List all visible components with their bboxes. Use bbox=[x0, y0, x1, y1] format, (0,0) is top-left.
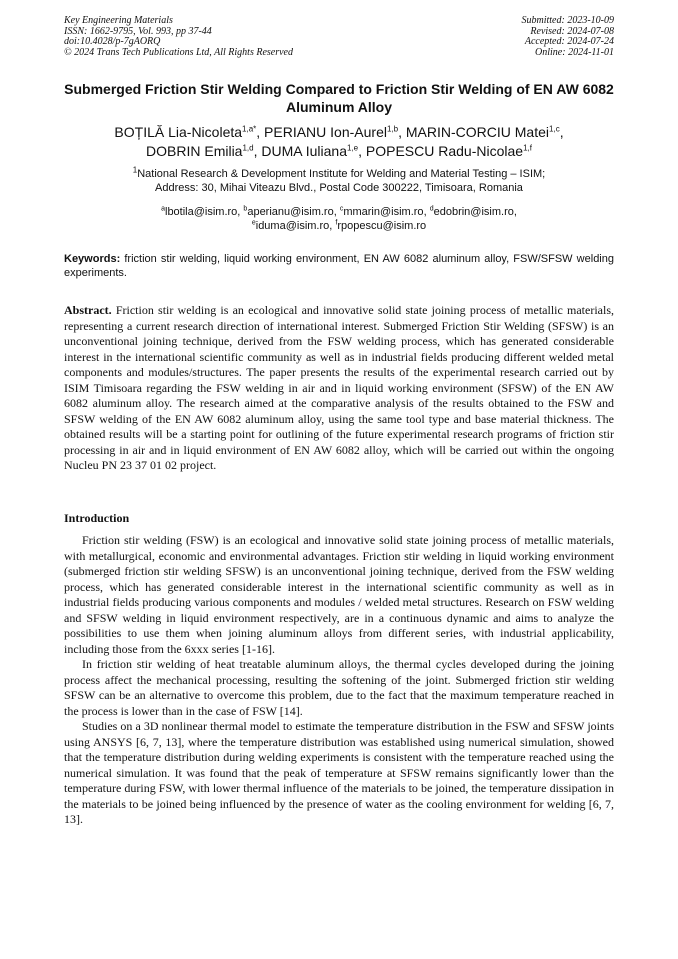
abstract-label: Abstract. bbox=[64, 303, 112, 317]
author: DOBRIN Emilia$^{1,d}$, bbox=[146, 143, 262, 159]
journal-info bbox=[64, 16, 293, 58]
author: PERIANU Ion-Aurel$^{1,b}$, bbox=[264, 124, 406, 140]
author-name: DUMA Iuliana bbox=[261, 143, 347, 159]
author-affiliation-mark: 1,b bbox=[386, 124, 399, 134]
section-heading: Introduction bbox=[64, 511, 130, 525]
submitted-date: Submitted: 2023-10-09 bbox=[521, 15, 614, 26]
author-affiliation-mark: 1,e bbox=[346, 143, 359, 153]
author: DUMA Iuliana$^{1,e}$, bbox=[261, 143, 366, 159]
copyright-notice: © 2024 Trans Tech Publications Ltd, All Rights Reserved bbox=[64, 46, 293, 58]
author-affiliation-mark: 1,f bbox=[523, 143, 532, 153]
author-list bbox=[64, 123, 614, 161]
abstract-text: Friction stir welding is an ecological and innovative solid state joining process of metallic materials, representing a current research direction of international interest. Submerged Friction Stir Welding (SFSW) is an unconventional joining technique, derived from the FSW welding process, which has generated considerable interest in the international scientific community as well as in industrial fields producing different welded metal components and modules/structures. The paper presents the results of the experimental research carried out by ISIM Timisoara regarding the FSW welding in air and in liquid working environment (SFSW) of the EN AW 6082 aluminum alloy. The research aimed at the comparative analysis of the results obtained to the FSW and SFSW welding of the EN AW 6082 aluminum alloy, using the same tool type and base material thickness. The obtained results will be a starting point for outlining of the future experimental research programs of friction stir processing in air and in liquid environment of EN AW 6082 alloy, which will be carried out within the ongoing Nucleu PN 23 37 01 02 project. bbox=[64, 303, 614, 472]
email-link[interactable]: lbotila@isim.ro bbox=[165, 206, 238, 218]
paragraph: In friction stir welding of heat treatable aluminum alloys, the thermal cycles developed during the joining process affect the mechanical processing, resulting the softening of the joint. Submerged friction stir welding SFSW can be an alternative to overcome this problem, due to the fact that the maximum temperature reached in the process is lower than in the case of FSW [14]. bbox=[64, 657, 614, 718]
keywords-label: Keywords: bbox=[64, 253, 121, 265]
revised-date: Revised: 2024-07-08 bbox=[530, 25, 614, 37]
accepted-date: Accepted: 2024-07-24 bbox=[524, 36, 614, 48]
paragraph: Friction stir welding (FSW) is an ecological and innovative solid state joining process of metallic materials, with metallurgical, economic and environmental advantages. Friction stir welding in liquid working environment (submerged friction stir welding SFSW) is an unconventional joining technique, derived from the FSW welding process, which has generated considerable interest in the international scientific community as well as in industrial fields producing various components and modules / welded metal structures. Research on FSW welding and SFSW welding in liquid environment respectively, are in a continuous dynamic and aims to analyze the possibilities to use them when joining aluminum alloys from different series, with industrial applicability, including those from the 6xxx series [1-16]. bbox=[64, 533, 614, 656]
paper-title: Submerged Friction Stir Welding Compared to Friction Stir Welding of EN AW 6082 Aluminum Alloy bbox=[64, 81, 614, 115]
author: BOȚILĂ Lia-Nicoleta$^{1,a*}$, bbox=[114, 124, 265, 140]
issn-volume: ISSN: 1662-9795, Vol. 993, pp 37-44 bbox=[64, 25, 212, 37]
paragraph: Studies on a 3D nonlinear thermal model to estimate the temperature distribution in the FSW and SFSW joints using ANSYS [6, 7, 13], where the temperature distribution was established using numerical simulation, showed that the temperature distribution during welding experiments is consistent with the temperature reached using the numerical simulation. It was found that the peak of temperature at SFSW remains significantly lower than the temperature during FSW, with lower thermal influence of the materials to be joined, the temperature dissipation in the materials to be joined being influenced by the presence of water as the cooling environment for welding [6, 7, 13]. bbox=[64, 719, 614, 826]
email-link[interactable]: edobrin@isim.ro bbox=[433, 206, 514, 218]
online-date: Online: 2024-11-01 bbox=[535, 46, 614, 58]
author: MARIN-CORCIU Matei$^{1,c}$, bbox=[405, 124, 564, 140]
affiliation-institute: National Research & Development Institute for Welding and Material Testing – ISIM; bbox=[137, 168, 546, 180]
author-affiliation-mark: 1,c bbox=[549, 124, 560, 134]
email-link[interactable]: aperianu@isim.ro bbox=[247, 206, 334, 218]
doi-link[interactable]: doi:10.4028/p-7gAORQ bbox=[64, 36, 161, 48]
email-link[interactable]: rpopescu@isim.ro bbox=[337, 220, 427, 232]
author-name: POPESCU Radu-Nicolae bbox=[365, 143, 524, 159]
journal-name: Key Engineering Materials bbox=[64, 15, 173, 26]
section-body bbox=[64, 533, 614, 828]
affiliation bbox=[64, 165, 614, 195]
author-name: BOȚILĂ Lia-Nicoleta bbox=[114, 124, 243, 140]
author-name: PERIANU Ion-Aurel bbox=[264, 124, 387, 140]
author-affiliation-mark: 1,a* bbox=[242, 124, 257, 134]
abstract bbox=[64, 303, 614, 474]
author-name: DOBRIN Emilia bbox=[146, 143, 243, 159]
author-name: MARIN-CORCIU Matei bbox=[405, 124, 550, 140]
publication-dates bbox=[522, 16, 615, 58]
email-list: $^a$lbotila@isim.ro, $^b$aperianu@isim.ro, $^c$mmarin@isim.ro, $^d$edobrin@isim.ro, $^e$iduma@isim.ro, $^f$rpopescu@isim.ro bbox=[161, 205, 517, 232]
affiliation-address: Address: 30, Mihai Viteazu Blvd., Postal Code 300222, Timisoara, Romania bbox=[155, 181, 523, 194]
keywords bbox=[64, 253, 614, 280]
email-link[interactable]: iduma@isim.ro bbox=[255, 220, 330, 232]
affiliation-mark: 1 bbox=[132, 165, 138, 175]
keywords-text: friction stir welding, liquid working environment, EN AW 6082 aluminum alloy, FSW/SFSW welding experiments. bbox=[64, 253, 614, 279]
author-affiliation-mark: 1,d bbox=[242, 143, 254, 153]
author bbox=[366, 143, 532, 159]
email-link[interactable]: mmarin@isim.ro bbox=[343, 206, 424, 218]
